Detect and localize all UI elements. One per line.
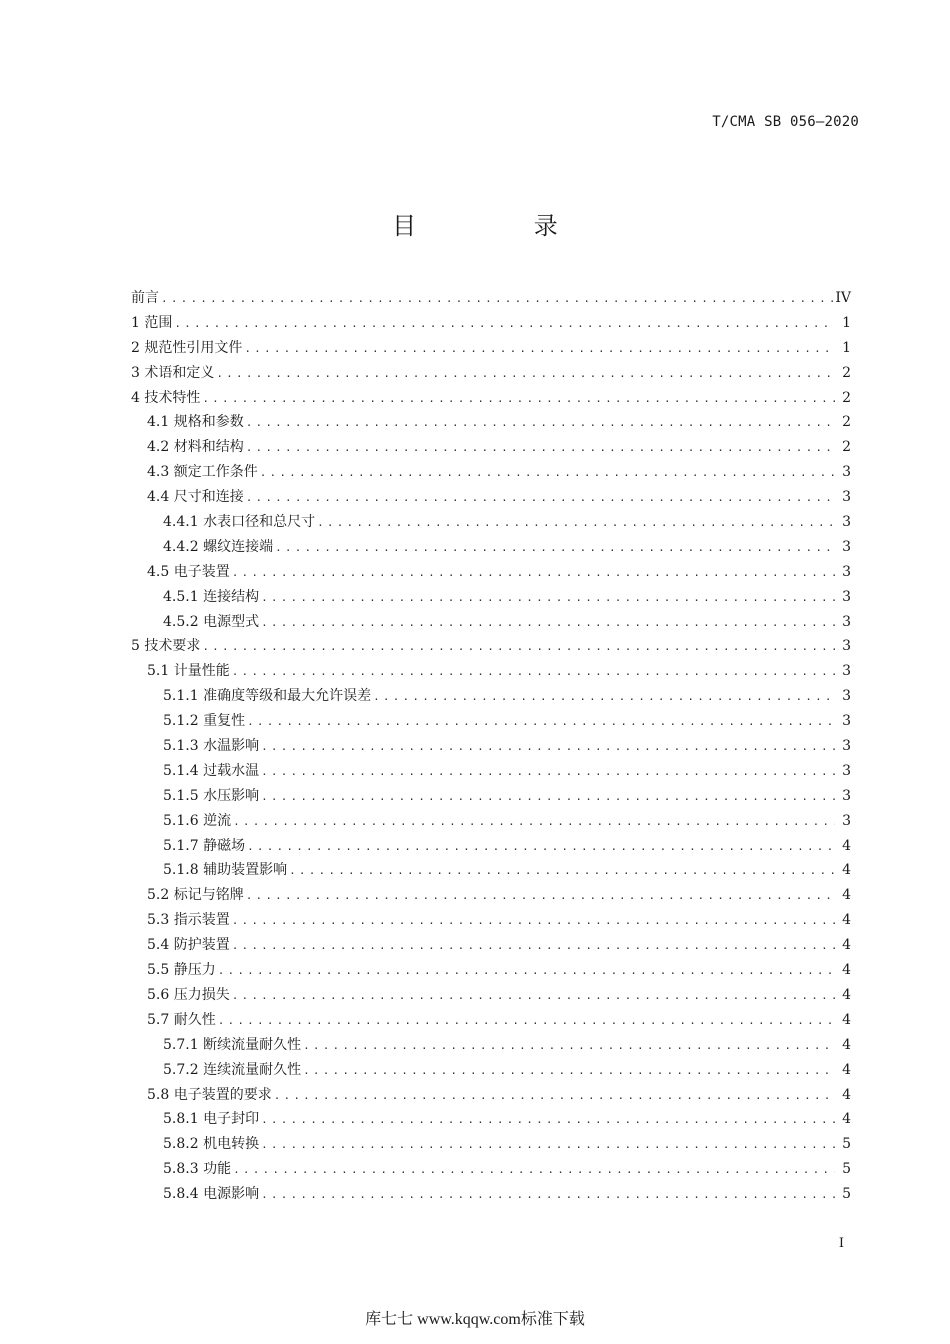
toc-entry-page: 3 xyxy=(842,538,851,555)
toc-entry-page: 3 xyxy=(842,762,851,779)
toc-entry[interactable] xyxy=(131,286,851,311)
toc-entry-label: 5 技术要求 xyxy=(131,638,201,655)
toc-entry[interactable] xyxy=(131,386,851,411)
toc-leader-dots xyxy=(232,934,835,959)
toc-entry-label: 5.1 计量性能 xyxy=(147,663,230,680)
toc-leader-dots xyxy=(246,486,835,511)
toc-entry-label: 5.1.2 重复性 xyxy=(163,713,246,730)
toc-entry[interactable] xyxy=(131,435,851,460)
toc-entry-label: 5.2 标记与铭牌 xyxy=(147,887,244,904)
toc-leader-dots xyxy=(244,337,835,362)
toc-entry[interactable] xyxy=(131,834,851,859)
toc-entry-page: 2 xyxy=(842,439,851,456)
toc-leader-dots xyxy=(260,461,835,486)
toc-entry-page: 4 xyxy=(842,862,851,879)
toc-leader-dots xyxy=(261,785,835,810)
toc-entry-page: 4 xyxy=(842,1086,851,1103)
toc-entry[interactable] xyxy=(131,410,851,435)
toc-entry[interactable] xyxy=(131,709,851,734)
toc-entry-label: 4 技术特性 xyxy=(131,389,201,406)
toc-entry[interactable] xyxy=(131,1132,851,1157)
toc-entry-label: 4.1 规格和参数 xyxy=(147,414,244,431)
toc-leader-dots xyxy=(373,685,835,710)
toc-leader-dots xyxy=(202,387,835,412)
toc-entry[interactable] xyxy=(131,485,851,510)
toc-entry-page: 4 xyxy=(842,962,851,979)
toc-entry-label: 5.4 防护装置 xyxy=(147,937,230,954)
toc-entry-page: 4 xyxy=(842,1011,851,1028)
toc-entry[interactable] xyxy=(131,958,851,983)
toc-entry[interactable] xyxy=(131,933,851,958)
toc-entry[interactable] xyxy=(131,759,851,784)
toc-entry-page: 4 xyxy=(842,1111,851,1128)
toc-leader-dots xyxy=(317,511,835,536)
toc-entry-page: 4 xyxy=(842,887,851,904)
footer-watermark: 库七七 www.kqqw.com标准下载 xyxy=(365,1311,585,1328)
toc-entry-label: 5.6 压力损失 xyxy=(147,986,230,1003)
toc-entry[interactable] xyxy=(131,684,851,709)
toc-entry-label: 5.1.1 准确度等级和最大允许误差 xyxy=(163,688,372,705)
toc-entry-page: 5 xyxy=(842,1186,851,1203)
toc-leader-dots xyxy=(233,1158,835,1183)
toc-leader-dots xyxy=(246,436,835,461)
toc-entry[interactable] xyxy=(131,1182,851,1207)
toc-entry-label: 5.8.1 电子封印 xyxy=(163,1111,260,1128)
toc-entry[interactable] xyxy=(131,784,851,809)
toc-leader-dots xyxy=(246,884,835,909)
toc-entry-label: 5.8.3 功能 xyxy=(163,1161,232,1178)
toc-entry-label: 4.5.1 连接结构 xyxy=(163,588,260,605)
toc-entry-label: 2 规范性引用文件 xyxy=(131,339,243,356)
toc-entry-page: 5 xyxy=(842,1136,851,1153)
toc-entry-page: IV xyxy=(835,290,851,306)
toc-entry[interactable] xyxy=(131,535,851,560)
toc-entry-label: 5.8 电子装置的要求 xyxy=(147,1086,272,1103)
toc-entry-page: 4 xyxy=(842,1061,851,1078)
toc-leader-dots xyxy=(232,909,835,934)
toc-leader-dots xyxy=(174,312,835,337)
toc-entry[interactable] xyxy=(131,311,851,336)
toc-leader-dots xyxy=(202,635,835,660)
toc-entry-label: 4.3 额定工作条件 xyxy=(147,464,258,481)
toc-leader-dots xyxy=(247,710,835,735)
toc-leader-dots xyxy=(303,1034,835,1059)
toc-entry[interactable] xyxy=(131,634,851,659)
toc-entry-label: 5.5 静压力 xyxy=(147,962,216,979)
toc-entry-page: 4 xyxy=(842,837,851,854)
toc-entry-page: 4 xyxy=(842,912,851,929)
toc-entry-page: 4 xyxy=(842,986,851,1003)
page-number: I xyxy=(838,1236,844,1251)
toc-entry[interactable] xyxy=(131,361,851,386)
toc-leader-dots xyxy=(232,660,835,685)
toc-entry-page: 3 xyxy=(842,489,851,506)
toc-entry-label: 1 范围 xyxy=(131,314,173,331)
toc-entry-page: 4 xyxy=(842,937,851,954)
toc-leader-dots xyxy=(218,959,835,984)
toc-entry-page: 3 xyxy=(842,613,851,630)
toc-leader-dots xyxy=(261,1183,835,1208)
toc-entry[interactable] xyxy=(131,585,851,610)
toc-title: 目 录 xyxy=(392,212,613,240)
toc-entry-page: 3 xyxy=(842,787,851,804)
toc-entry-label: 4.5.2 电源型式 xyxy=(163,613,260,630)
toc-entry[interactable] xyxy=(131,659,851,684)
toc-entry-page: 3 xyxy=(842,514,851,531)
toc-entry-page: 3 xyxy=(842,738,851,755)
toc-entry[interactable] xyxy=(131,336,851,361)
toc-entry-label: 5.7 耐久性 xyxy=(147,1011,216,1028)
toc-entry[interactable] xyxy=(131,560,851,585)
toc-entry-page: 2 xyxy=(842,364,851,381)
toc-entry-page: 3 xyxy=(842,663,851,680)
toc-entry-page: 1 xyxy=(842,339,851,356)
toc-entry[interactable] xyxy=(131,734,851,759)
toc-entry-page: 5 xyxy=(842,1161,851,1178)
toc-entry[interactable] xyxy=(131,510,851,535)
toc-entry-page: 2 xyxy=(842,414,851,431)
toc-leader-dots xyxy=(261,586,835,611)
toc-leader-dots xyxy=(261,1133,835,1158)
toc-entry[interactable] xyxy=(131,1157,851,1182)
toc-entry-label: 4.4 尺寸和连接 xyxy=(147,489,244,506)
toc-entry-page: 3 xyxy=(842,688,851,705)
toc-entry[interactable] xyxy=(131,460,851,485)
toc-entry-label: 5.1.7 静磁场 xyxy=(163,837,246,854)
toc-entry[interactable] xyxy=(131,883,851,908)
toc-entry-page: 3 xyxy=(842,563,851,580)
toc-leader-dots xyxy=(232,561,835,586)
toc-entry[interactable] xyxy=(131,610,851,635)
toc-entry[interactable] xyxy=(131,809,851,834)
toc-entry[interactable] xyxy=(131,1008,851,1033)
toc-leader-dots xyxy=(247,835,835,860)
toc-leader-dots xyxy=(261,1108,835,1133)
toc-leader-dots xyxy=(261,735,835,760)
toc-entry-label: 5.1.5 水压影响 xyxy=(163,787,260,804)
toc-leader-dots xyxy=(216,362,835,387)
toc-entry[interactable] xyxy=(131,1033,851,1058)
toc-entry-label: 5.1.8 辅助装置影响 xyxy=(163,862,288,879)
toc-entry-label: 前言 xyxy=(131,290,159,306)
toc-leader-dots xyxy=(289,859,835,884)
toc-entry-page: 3 xyxy=(842,588,851,605)
toc-entry-page: 3 xyxy=(842,713,851,730)
toc-leader-dots xyxy=(275,536,835,561)
toc-leader-dots xyxy=(261,760,835,785)
toc-entry-label: 5.1.3 水温影响 xyxy=(163,738,260,755)
toc-entry-label: 3 术语和定义 xyxy=(131,364,215,381)
toc-entry-page: 3 xyxy=(842,812,851,829)
toc-entry[interactable] xyxy=(131,1083,851,1108)
toc-entry[interactable] xyxy=(131,858,851,883)
toc-entry-label: 5.3 指示装置 xyxy=(147,912,230,929)
toc-entry-label: 5.7.1 断续流量耐久性 xyxy=(163,1036,302,1053)
toc-entry[interactable] xyxy=(131,983,851,1008)
toc-leader-dots xyxy=(246,411,835,436)
toc-entry[interactable] xyxy=(131,908,851,933)
toc-entry-label: 5.7.2 连续流量耐久性 xyxy=(163,1061,302,1078)
toc-leader-dots xyxy=(161,287,833,312)
toc-entry-page: 3 xyxy=(842,638,851,655)
toc-entry-label: 5.1.6 逆流 xyxy=(163,812,232,829)
toc-entry-page: 4 xyxy=(842,1036,851,1053)
toc-leader-dots xyxy=(303,1059,835,1084)
table-of-contents xyxy=(131,286,851,1207)
toc-leader-dots xyxy=(232,984,835,1009)
toc-entry[interactable] xyxy=(131,1058,851,1083)
toc-entry-label: 5.8.4 电源影响 xyxy=(163,1186,260,1203)
toc-entry-label: 5.8.2 机电转换 xyxy=(163,1136,260,1153)
toc-entry[interactable] xyxy=(131,1107,851,1132)
toc-entry-label: 4.4.2 螺纹连接端 xyxy=(163,538,274,555)
toc-entry-label: 4.2 材料和结构 xyxy=(147,439,244,456)
document-code: T/CMA SB 056—2020 xyxy=(712,114,859,130)
toc-entry-label: 4.4.1 水表口径和总尺寸 xyxy=(163,514,316,531)
toc-entry-label: 5.1.4 过载水温 xyxy=(163,762,260,779)
toc-entry-page: 1 xyxy=(842,314,851,331)
toc-leader-dots xyxy=(233,810,835,835)
toc-leader-dots xyxy=(218,1009,835,1034)
toc-entry-label: 4.5 电子装置 xyxy=(147,563,230,580)
toc-leader-dots xyxy=(261,611,835,636)
toc-entry-page: 3 xyxy=(842,464,851,481)
toc-entry-page: 2 xyxy=(842,389,851,406)
toc-leader-dots xyxy=(274,1084,835,1109)
